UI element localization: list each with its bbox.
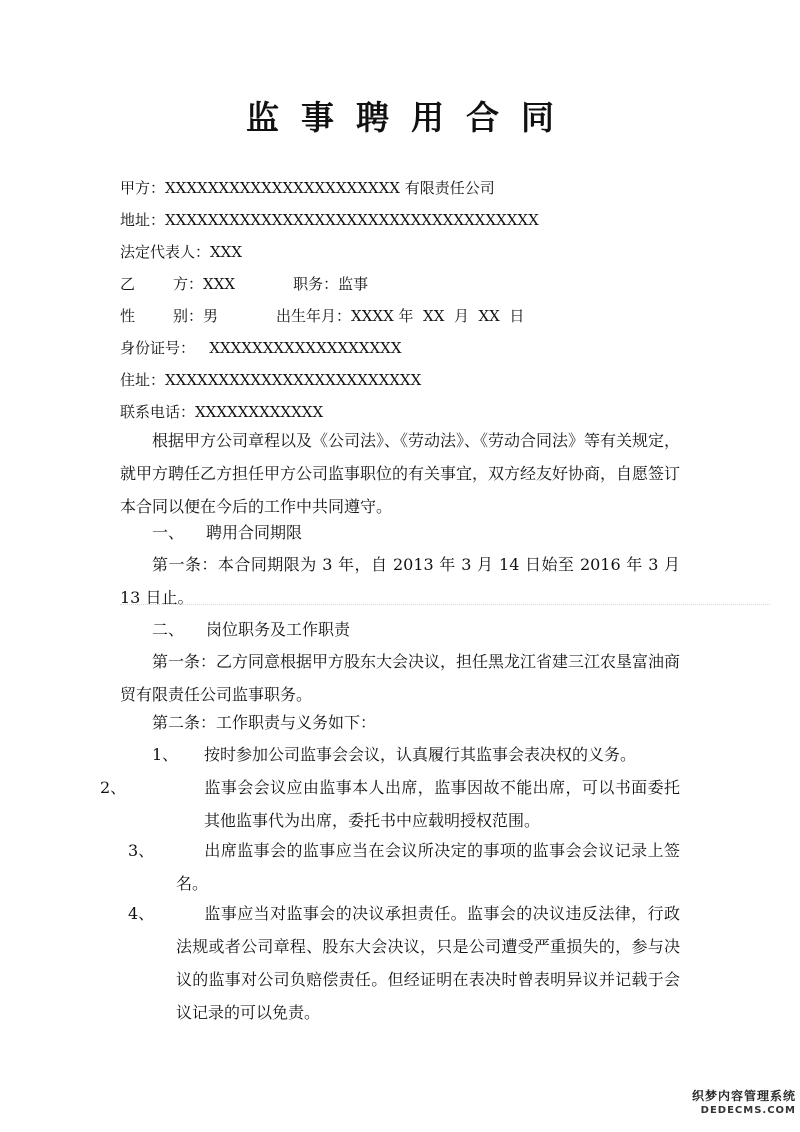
- legal-rep-line: 法定代表人：XXX: [120, 243, 243, 261]
- id-number-line: 身份证号： XXXXXXXXXXXXXXXXXX: [120, 339, 402, 357]
- section-2-heading: [152, 619, 350, 641]
- list-item-number: 1、: [152, 745, 179, 764]
- birth-value: 出生年月：XXXX 年 XX 月 XX 日: [276, 307, 525, 325]
- party-b-line: [120, 274, 368, 294]
- list-item: [100, 771, 680, 837]
- address-line: 地址：XXXXXXXXXXXXXXXXXXXXXXXXXXXXXXXXXXX: [120, 211, 539, 229]
- section-2-number: 二、: [152, 620, 185, 639]
- residence-line: 住址：XXXXXXXXXXXXXXXXXXXXXXXX: [120, 371, 422, 389]
- watermark: [692, 1088, 796, 1117]
- list-item: [128, 834, 680, 900]
- party-b-value: 方：XXX: [173, 275, 236, 293]
- list-item-text: 按时参加公司监事会会议，认真履行其监事会表决权的义务。: [204, 745, 637, 764]
- section-2-article-2: 第二条：工作职责与义务如下：: [152, 713, 377, 732]
- section-2-article-1: 第一条：乙方同意根据甲方股东大会决议，担任黑龙江省建三江农垦富油商贸有限责任公司监事职务。: [120, 652, 681, 704]
- list-item-number: 4、: [128, 904, 155, 923]
- section-1-number: 一、: [152, 523, 185, 542]
- list-item-number: 2、: [100, 778, 127, 797]
- watermark-en: DEDECMS.COM: [700, 1105, 796, 1116]
- list-item-text: 监事会会议应由监事本人出席，监事因故不能出席，可以书面委托其他监事代为出席，委托书中应载明授权范围。: [204, 778, 680, 830]
- section-1-title: 聘用合同期限: [206, 523, 303, 542]
- phone-line: 联系电话：XXXXXXXXXXXX: [120, 403, 324, 421]
- section-1-heading: [152, 522, 302, 544]
- list-item: [128, 897, 680, 1029]
- section-2-title: 岗位职务及工作职责: [206, 620, 351, 639]
- position-value: 职务：监事: [293, 275, 369, 293]
- party-b-label: 乙: [120, 275, 136, 293]
- list-item-text: 监事应当对监事会的决议承担责任。监事会的决议违反法律，行政法规或者公司章程、股东大会决议，只是公司遭受严重损失的，参与决议的监事对公司负赔偿责任。但经证明在表决时曾表明异议并记载于会议记录的可以免责。: [176, 904, 680, 1022]
- list-item: [152, 738, 680, 771]
- party-a-line: 甲方：XXXXXXXXXXXXXXXXXXXXXX 有限责任公司: [120, 179, 495, 197]
- watermark-cn: 织梦内容管理系统: [691, 1089, 796, 1103]
- intro-paragraph: 根据甲方公司章程以及《公司法》、《劳动法》、《劳动合同法》等有关规定，就甲方聘任乙方担任甲方公司监事职位的有关事宜，双方经友好协商，自愿签订本合同以便在今后的工作中共同遵守。: [120, 431, 681, 516]
- page-divider: [120, 604, 770, 605]
- gender-label: 性: [120, 307, 136, 325]
- list-item-text: 出席监事会的监事应当在会议所决定的事项的监事会会议记录上签名。: [176, 841, 680, 893]
- section-1-article-1: 第一条：本合同期限为 3 年，自 2013 年 3 月 14 日始至 2016 年 3 月 13 日止。: [120, 555, 680, 607]
- gender-line: [120, 306, 524, 326]
- list-item-number: 3、: [128, 841, 155, 860]
- gender-value: 别：男: [173, 307, 219, 325]
- document-title: 监事聘用合同: [246, 98, 576, 137]
